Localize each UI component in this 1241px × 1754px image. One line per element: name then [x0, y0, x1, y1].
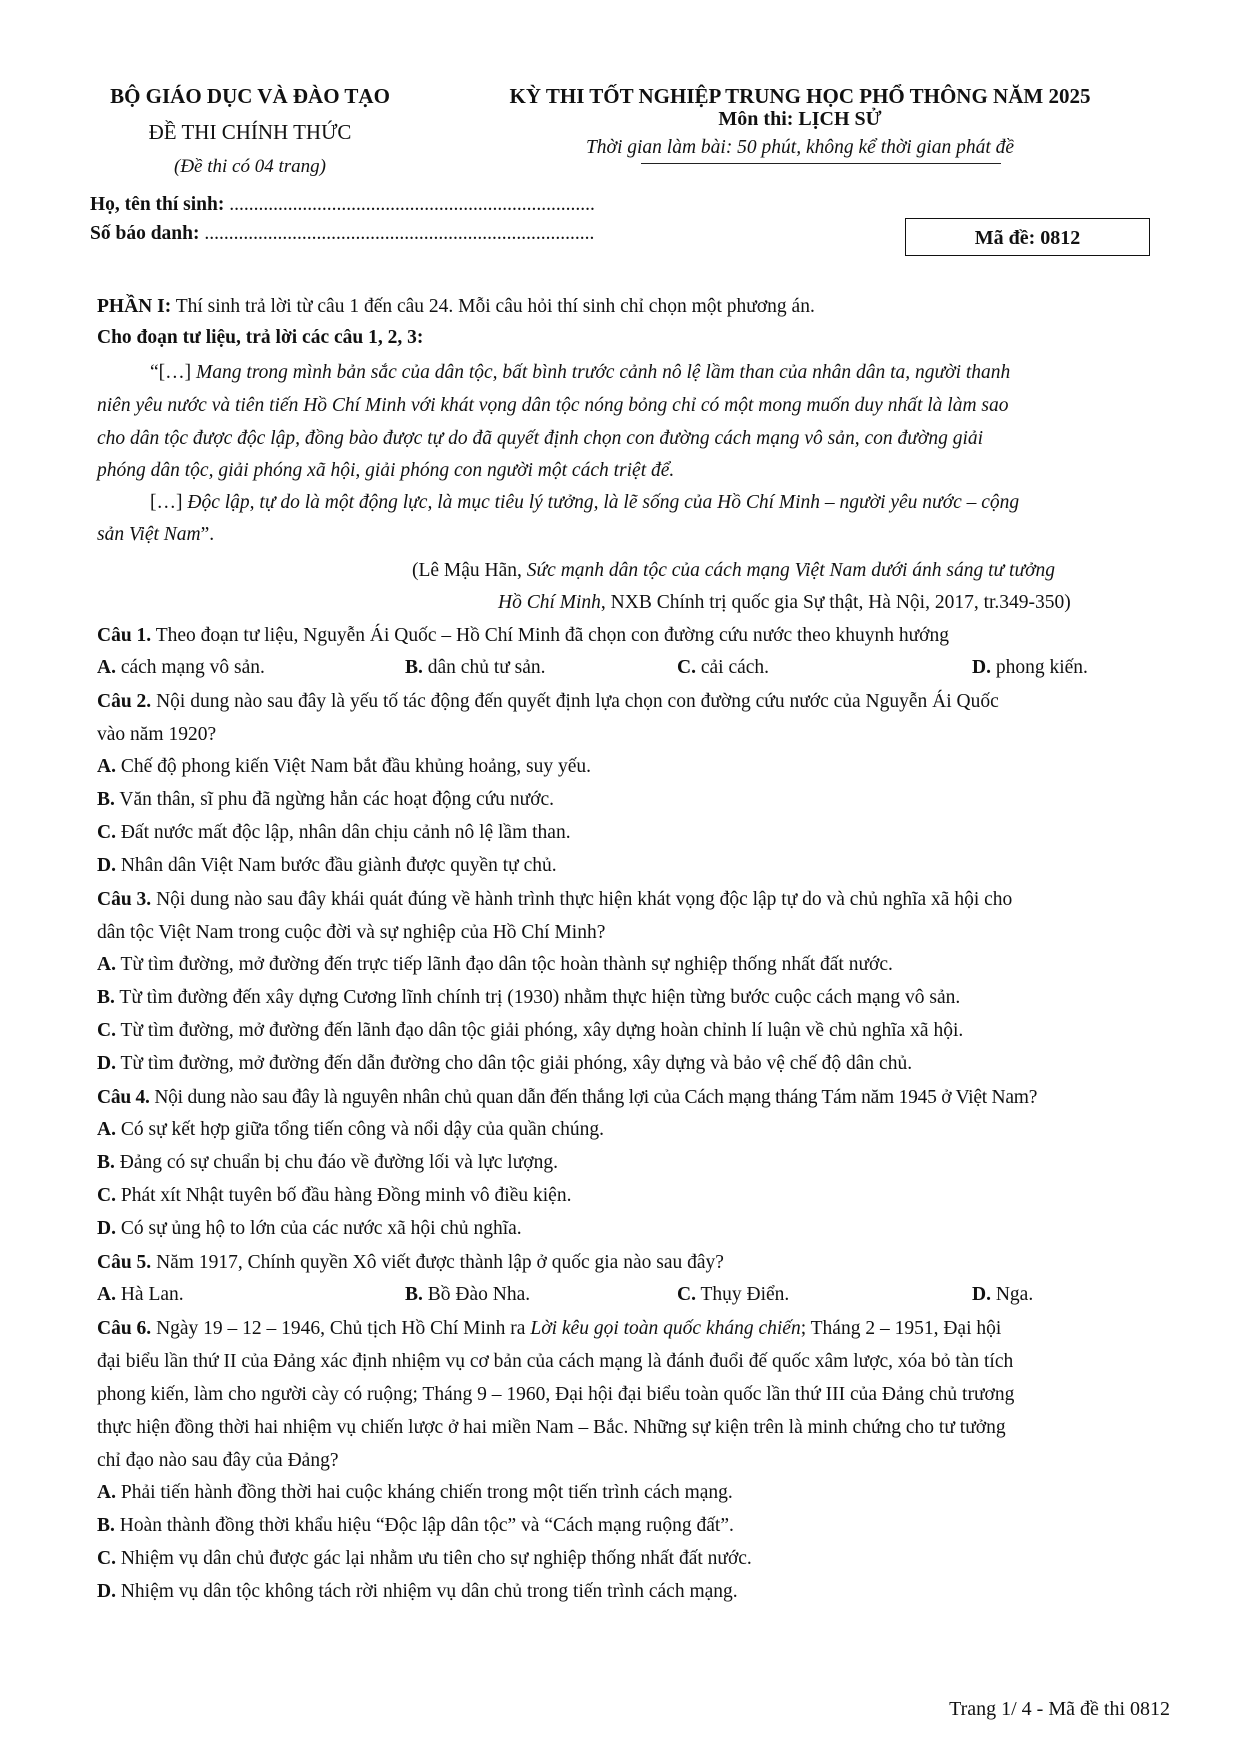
page-footer: Trang 1/ 4 - Mã đề thi 0812 — [949, 1698, 1170, 1720]
citation-title-1: Sức mạnh dân tộc của cách mạng Việt Nam dưới ánh sáng tư tưởng — [526, 560, 1056, 581]
q1-option-d[interactable]: D. phong kiến. — [972, 657, 1088, 678]
passage-line-2: niên yêu nước và tiên tiến Hồ Chí Minh với khát vọng dân tộc nóng bỏng chỉ có một mong muốn duy nhất là làm sao — [97, 395, 1009, 416]
question-6-line-5: chỉ đạo nào sau đây của Đảng? — [97, 1450, 339, 1471]
question-4-number: Câu 4. — [97, 1087, 150, 1108]
part1-instruction-text: Thí sinh trả lời từ câu 1 đến câu 24. Mỗi câu hỏi thí sinh chỉ chọn một phương án. — [171, 296, 815, 317]
page-count-note: (Đề thi có 04 trang) — [174, 156, 326, 177]
time-note: Thời gian làm bài: 50 phút, không kể thời gian phát đề — [585, 137, 1015, 158]
passage-line-5 — [150, 491, 1019, 515]
q1-option-b[interactable]: B. dân chủ tư sản. — [405, 657, 546, 678]
citation-line-1 — [412, 559, 1055, 583]
q4-option-d[interactable]: D. Có sự ủng hộ to lớn của các nước xã hội chủ nghĩa. — [97, 1218, 522, 1239]
question-6-text-a: Ngày 19 – 12 – 1946, Chủ tịch Hồ Chí Minh ra — [151, 1318, 531, 1339]
question-6 — [97, 1317, 1001, 1341]
q6-option-c[interactable]: C. Nhiệm vụ dân chủ được gác lại nhằm ưu tiên cho sự nghiệp thống nhất đất nước. — [97, 1548, 752, 1569]
q2-option-b[interactable]: B. Văn thân, sĩ phu đã ngừng hẳn các hoạt động cứu nước. — [97, 789, 555, 810]
citation-line-2 — [498, 591, 1071, 615]
header-underline — [641, 163, 1001, 164]
candidate-name-label: Họ, tên thí sinh: — [90, 194, 225, 215]
candidate-name-dots: ........................................................................... — [229, 194, 595, 215]
q3-option-c[interactable]: C. Từ tìm đường, mở đường đến lãnh đạo dân tộc giải phóng, xây dựng hoàn chỉnh lí luận về chủ nghĩa xã hội. — [97, 1020, 964, 1041]
candidate-name-line — [90, 193, 595, 217]
citation-author: (Lê Mậu Hãn, — [412, 560, 527, 581]
question-6-line-4: thực hiện đồng thời hai nhiệm vụ chiến lược ở hai miền Nam – Bắc. Những sự kiện trên là minh chứng cho tư tưởng — [97, 1417, 1006, 1438]
part1-instruction — [97, 295, 815, 319]
question-3-text-cont: dân tộc Việt Nam trong cuộc đời và sự nghiệp của Hồ Chí Minh? — [97, 922, 606, 943]
question-1 — [97, 624, 949, 648]
passage-line-6 — [97, 523, 214, 547]
exam-title: KỲ THI TỐT NGHIỆP TRUNG HỌC PHỔ THÔNG NĂM 2025 — [509, 84, 1091, 108]
q2-option-c[interactable]: C. Đất nước mất độc lập, nhân dân chịu cảnh nô lệ lầm than. — [97, 822, 571, 843]
ministry-title: BỘ GIÁO DỤC VÀ ĐÀO TẠO — [110, 84, 390, 108]
question-3-number: Câu 3. — [97, 889, 152, 910]
question-3-text: Nội dung nào sau đây khái quát đúng về hành trình thực hiện khát vọng độc lập tự do và chủ nghĩa xã hội cho — [151, 889, 1013, 910]
q2-option-d[interactable]: D. Nhân dân Việt Nam bước đầu giành được quyền tự chủ. — [97, 855, 557, 876]
passage-line-1 — [150, 361, 1010, 385]
q6-option-d[interactable]: D. Nhiệm vụ dân tộc không tách rời nhiệm vụ dân chủ trong tiến trình cách mạng. — [97, 1581, 738, 1602]
question-5 — [97, 1251, 724, 1275]
question-6-line-3: phong kiến, làm cho người cày có ruộng; Tháng 9 – 1960, Đại hội đại biểu toàn quốc lần thứ III của Đảng chủ trương — [97, 1384, 1015, 1405]
question-6-line-2: đại biểu lần thứ II của Đảng xác định nhiệm vụ cơ bản của cách mạng là đánh đuổi đế quốc xâm lược, xóa bỏ tàn tích — [97, 1351, 1014, 1372]
q2-option-a[interactable]: A. Chế độ phong kiến Việt Nam bắt đầu khủng hoảng, suy yếu. — [97, 756, 592, 777]
question-4 — [97, 1086, 1037, 1110]
q6-option-a[interactable]: A. Phải tiến hành đồng thời hai cuộc kháng chiến trong một tiến trình cách mạng. — [97, 1482, 733, 1503]
q3-option-a[interactable]: A. Từ tìm đường, mở đường đến trực tiếp lãnh đạo dân tộc hoàn thành sự nghiệp thống nhất đất nước. — [97, 954, 893, 975]
q1-option-a[interactable]: A. cách mạng vô sản. — [97, 657, 265, 678]
question-2 — [97, 690, 999, 714]
q3-option-b[interactable]: B. Từ tìm đường đến xây dựng Cương lĩnh chính trị (1930) nhằm thực hiện từng bước cuộc cách mạng vô sản. — [97, 987, 961, 1008]
q4-option-a[interactable]: A. Có sự kết hợp giữa tổng tiến công và nổi dậy của quần chúng. — [97, 1119, 604, 1140]
q5-option-b[interactable]: B. Bồ Đào Nha. — [405, 1284, 531, 1305]
citation-rest: , NXB Chính trị quốc gia Sự thật, Hà Nội, 2017, tr.349-350) — [600, 592, 1071, 613]
question-4-text: Nội dung nào sau đây là nguyên nhân chủ quan dẫn đến thắng lợi của Cách mạng tháng Tám năm 1945 ở Việt Nam? — [149, 1087, 1038, 1108]
candidate-id-label: Số báo danh: — [90, 223, 200, 244]
question-1-text: Theo đoạn tư liệu, Nguyễn Ái Quốc – Hồ Chí Minh đã chọn con đường cứu nước theo khuynh hướng — [151, 625, 949, 646]
exam-code-box: Mã đề: 0812 — [905, 218, 1150, 256]
question-1-number: Câu 1. — [97, 625, 152, 646]
question-2-text-cont: vào năm 1920? — [97, 724, 217, 745]
q1-option-c[interactable]: C. cải cách. — [677, 657, 770, 678]
subject-label: Môn thi: LỊCH SỬ — [718, 108, 882, 130]
passage-line-4: phóng dân tộc, giải phóng xã hội, giải phóng con người một cách triệt để. — [97, 460, 675, 481]
passage-p2-l1: Độc lập, tự do là một động lực, là mục tiêu lý tưởng, là lẽ sống của Hồ Chí Minh – người yêu nước – cộng — [187, 492, 1020, 513]
question-2-text: Nội dung nào sau đây là yếu tố tác động đến quyết định lựa chọn con đường cứu nước của Nguyễn Ái Quốc — [151, 691, 999, 712]
q4-option-b[interactable]: B. Đảng có sự chuẩn bị chu đáo về đường lối và lực lượng. — [97, 1152, 558, 1173]
source-intro: Cho đoạn tư liệu, trả lời các câu 1, 2, 3: — [97, 327, 424, 348]
passage-line-3: cho dân tộc được độc lập, đồng bào được tự do đã quyết định chọn con đường cách mạng vô sản, con đường giải — [97, 428, 984, 449]
citation-title-2: Hồ Chí Minh — [498, 592, 601, 613]
question-5-number: Câu 5. — [97, 1252, 152, 1273]
passage-p1-l1: Mang trong mình bản sắc của dân tộc, bất bình trước cảnh nô lệ lầm than của nhân dân ta, người thanh — [196, 362, 1011, 383]
q6-option-b[interactable]: B. Hoàn thành đồng thời khẩu hiệu “Độc lập dân tộc” và “Cách mạng ruộng đất”. — [97, 1515, 734, 1536]
q5-option-a[interactable]: A. Hà Lan. — [97, 1284, 184, 1305]
q3-option-d[interactable]: D. Từ tìm đường, mở đường đến dẫn đường cho dân tộc giải phóng, xây dựng và bảo vệ chế độ dân chủ. — [97, 1053, 913, 1074]
q5-option-d[interactable]: D. Nga. — [972, 1284, 1034, 1305]
question-6-text-italic: Lời kêu gọi toàn quốc kháng chiến — [530, 1318, 801, 1339]
question-6-text-c: ; Tháng 2 – 1951, Đại hội — [800, 1318, 1002, 1339]
question-6-number: Câu 6. — [97, 1318, 152, 1339]
q4-option-c[interactable]: C. Phát xít Nhật tuyên bố đầu hàng Đồng minh vô điều kiện. — [97, 1185, 572, 1206]
question-5-text: Năm 1917, Chính quyền Xô viết được thành lập ở quốc gia nào sau đây? — [151, 1252, 724, 1273]
q5-option-c[interactable]: C. Thụy Điển. — [677, 1284, 790, 1305]
official-label: ĐỀ THI CHÍNH THỨC — [148, 120, 352, 144]
candidate-id-line — [90, 222, 594, 246]
passage-p2-l2: sản Việt Nam — [97, 524, 201, 545]
passage-p2-open: […] — [150, 492, 188, 513]
question-3 — [97, 888, 1012, 912]
passage-open-bracket: “[…] — [150, 362, 197, 383]
question-2-number: Câu 2. — [97, 691, 152, 712]
candidate-id-dots: ................................................................................ — [204, 223, 595, 244]
passage-close-quote: ”. — [200, 524, 215, 545]
part1-title: PHẦN I: — [97, 296, 172, 317]
